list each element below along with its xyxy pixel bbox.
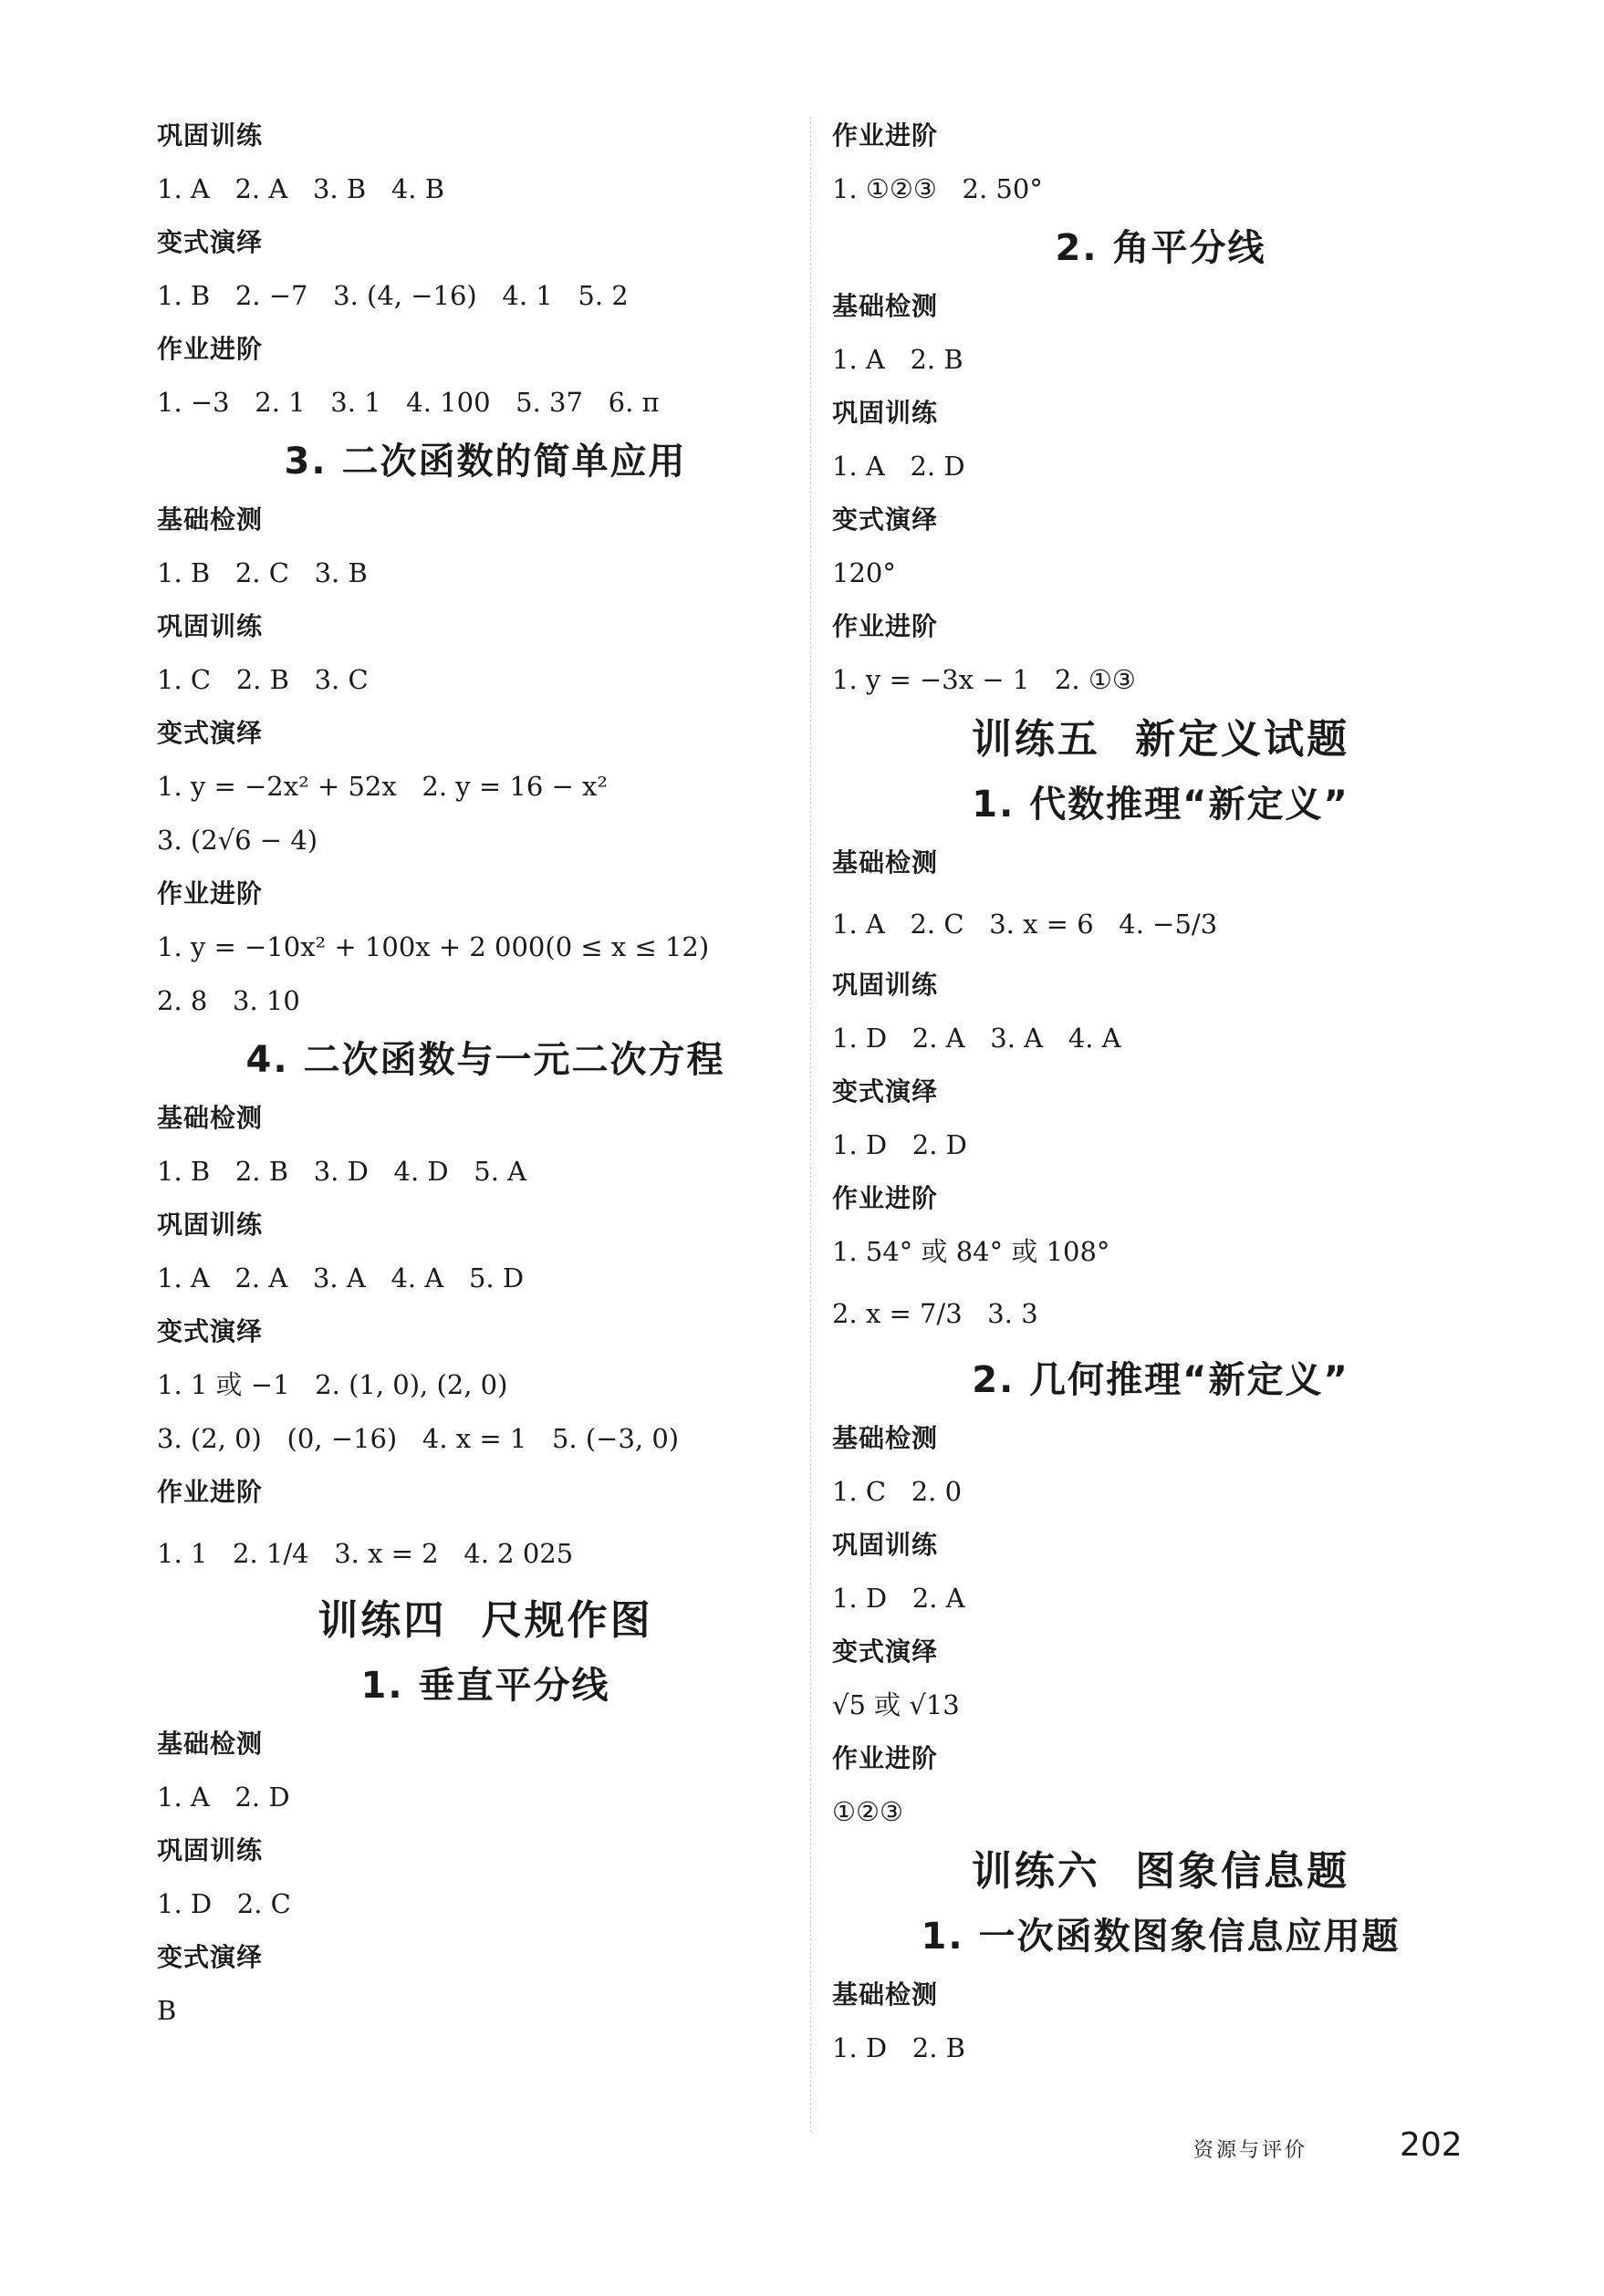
section-label: 巩固训练 bbox=[157, 120, 264, 151]
answer-line: 1. −3 2. 1 3. 1 4. 100 5. 37 6. π bbox=[157, 387, 660, 418]
page-number: 202 bbox=[1400, 2126, 1463, 2164]
answer-line: 1. y = −3x − 1 2. ①③ bbox=[832, 664, 1136, 695]
right-column bbox=[832, 109, 1489, 2075]
section-label: 变式演绎 bbox=[832, 1076, 939, 1106]
section-label: 巩固训练 bbox=[832, 398, 939, 428]
answer-line: 1. B 2. B 3. D 4. D 5. A bbox=[157, 1156, 527, 1187]
column-divider bbox=[810, 117, 811, 2133]
section-label: 变式演绎 bbox=[157, 227, 264, 257]
section-label: 基础检测 bbox=[157, 1103, 264, 1133]
section-label: 作业进阶 bbox=[832, 1183, 939, 1213]
section-label: 作业进阶 bbox=[832, 611, 939, 641]
answer-line: 1. B 2. −7 3. (4, −16) 4. 1 5. 2 bbox=[157, 280, 629, 311]
section-label: 作业进阶 bbox=[832, 120, 939, 151]
subsection-heading: 1. 一次函数图象信息应用题 bbox=[921, 1916, 1401, 1958]
answer-line: 1. D 2. C bbox=[157, 1888, 291, 1919]
answer-line: 1. ①②③ 2. 50° bbox=[832, 173, 1043, 204]
section-label: 变式演绎 bbox=[832, 504, 939, 535]
answer-line: 1. A 2. D bbox=[157, 1782, 290, 1813]
chapter-heading: 训练五 新定义试题 bbox=[971, 716, 1350, 763]
section-label: 巩固训练 bbox=[832, 970, 939, 1000]
answer-line: 2. 8 3. 10 bbox=[157, 985, 300, 1016]
answer-line: 1. B 2. C 3. B bbox=[157, 557, 368, 588]
section-label: 巩固训练 bbox=[157, 611, 264, 641]
section-label: 变式演绎 bbox=[157, 1316, 264, 1346]
answer-line: 1. D 2. B bbox=[832, 2032, 965, 2063]
answer-line: 1. A 2. D bbox=[832, 451, 965, 482]
subsection-heading: 4. 二次函数与一元二次方程 bbox=[245, 1039, 725, 1081]
section-label: 变式演绎 bbox=[157, 718, 264, 748]
footer-book-title: 资源与评价 bbox=[1193, 2139, 1308, 2162]
section-label: 基础检测 bbox=[832, 1979, 939, 2010]
answer-line: 1. A 2. C 3. x = 6 4. −5/3 bbox=[832, 909, 1218, 940]
left-column bbox=[157, 109, 814, 2038]
section-label: 作业进阶 bbox=[832, 1743, 939, 1773]
subsection-heading: 2. 角平分线 bbox=[1055, 227, 1266, 269]
answer-line: 3. (2√6 − 4) bbox=[157, 825, 318, 856]
answer-line: 1. 54° 或 84° 或 108° bbox=[832, 1236, 1110, 1267]
section-label: 基础检测 bbox=[157, 504, 264, 535]
answer-line: B bbox=[157, 1995, 177, 2026]
section-label: 巩固训练 bbox=[157, 1210, 264, 1240]
answer-line: 1. y = −2x² + 52x 2. y = 16 − x² bbox=[157, 771, 609, 802]
section-label: 作业进阶 bbox=[157, 1477, 264, 1507]
section-label: 变式演绎 bbox=[832, 1636, 939, 1667]
answer-line: √5 或 √13 bbox=[832, 1689, 960, 1720]
answer-line: 1. D 2. A bbox=[832, 1583, 965, 1614]
section-label: 基础检测 bbox=[832, 1423, 939, 1453]
answer-line: 120° bbox=[832, 557, 896, 588]
answer-line: 1. D 2. A 3. A 4. A bbox=[832, 1023, 1121, 1054]
answer-line: 1. A 2. A 3. B 4. B bbox=[157, 173, 445, 204]
answer-line: 1. C 2. 0 bbox=[832, 1476, 963, 1507]
answer-line: 2. x = 7/3 3. 3 bbox=[832, 1298, 1038, 1329]
section-label: 基础检测 bbox=[832, 847, 939, 878]
chapter-heading: 训练六 图象信息题 bbox=[971, 1848, 1350, 1895]
section-label: 基础检测 bbox=[832, 291, 939, 321]
section-label: 变式演绎 bbox=[157, 1942, 264, 1972]
chapter-heading: 训练四 尺规作图 bbox=[318, 1597, 653, 1644]
section-label: 作业进阶 bbox=[157, 878, 264, 909]
section-label: 作业进阶 bbox=[157, 334, 264, 364]
answer-line: 1. A 2. A 3. A 4. A 5. D bbox=[157, 1262, 525, 1293]
subsection-heading: 1. 代数推理“新定义” bbox=[972, 784, 1349, 826]
subsection-heading: 3. 二次函数的简单应用 bbox=[284, 441, 687, 483]
answer-line: 1. C 2. B 3. C bbox=[157, 664, 369, 695]
answer-line: 3. (2, 0) (0, −16) 4. x = 1 5. (−3, 0) bbox=[157, 1423, 680, 1454]
answer-line: 1. A 2. B bbox=[832, 344, 963, 375]
section-label: 巩固训练 bbox=[157, 1835, 264, 1865]
section-label: 巩固训练 bbox=[832, 1530, 939, 1560]
answer-line: ①②③ bbox=[832, 1796, 903, 1827]
answer-line: 1. y = −10x² + 100x + 2 000(0 ≤ x ≤ 12) bbox=[157, 931, 710, 962]
answer-line: 1. 1 或 −1 2. (1, 0), (2, 0) bbox=[157, 1369, 508, 1400]
subsection-heading: 2. 几何推理“新定义” bbox=[972, 1359, 1349, 1401]
subsection-heading: 1. 垂直平分线 bbox=[360, 1665, 610, 1707]
answer-line: 1. 1 2. 1/4 3. x = 2 4. 2 025 bbox=[157, 1538, 574, 1569]
section-label: 基础检测 bbox=[157, 1729, 264, 1759]
answer-line: 1. D 2. D bbox=[832, 1129, 967, 1160]
